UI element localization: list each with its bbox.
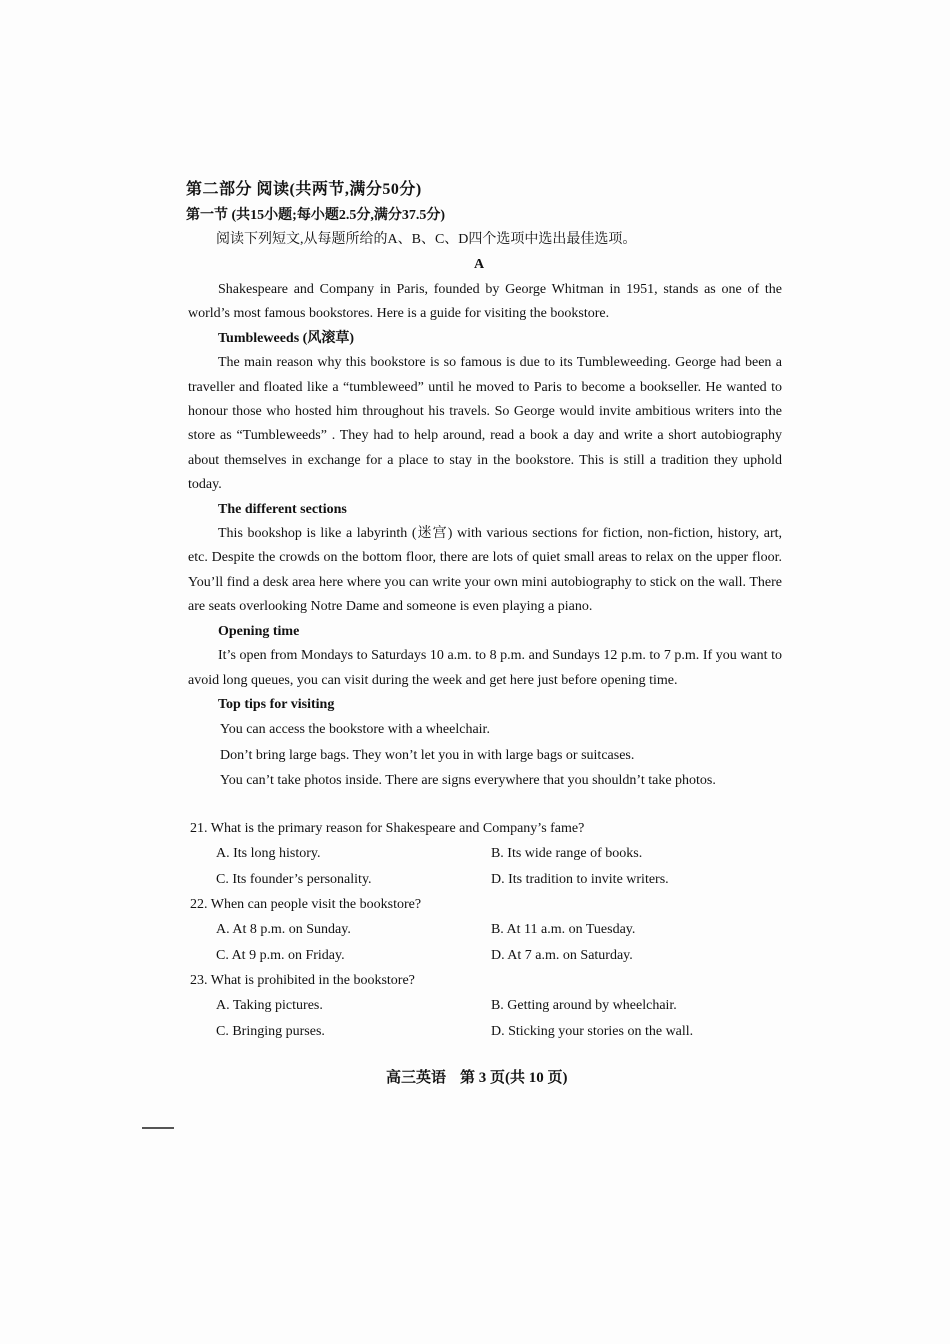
option-d: D. Sticking your stories on the wall. [490, 1023, 694, 1039]
option-d: D. Its tradition to invite writers. [490, 871, 669, 887]
tip-item: You can’t take photos inside. There are signs everywhere that you shouldn’t take photos. [220, 773, 716, 789]
option-b: B. Getting around by wheelchair. [490, 998, 677, 1013]
option-row [190, 867, 750, 893]
passage-intro: Shakespeare and Company in Paris, founded by George Whitman in 1951, stands as one of the world’s most famous bookstores. Here is a guide for visiting the bookstore. [188, 282, 782, 322]
option-b: B. At 11 a.m. on Tuesday. [490, 922, 636, 937]
heading-top-tips: Top tips for visiting [218, 696, 335, 712]
option-row [190, 841, 750, 867]
paragraph-sections: This bookshop is like a labyrinth (迷宫) with various sections for fiction, non-fiction, history, art, etc. Despite the crowds on the bottom floor, there are lots of quiet small areas to relax on the upper floor. You’ll find a desk area here where you can write your own mini autobiography to stick on the wall. There are seats overlooking Notre Dame and someone is even playing a piano. [188, 526, 782, 615]
option-c: C. Its founder’s personality. [216, 871, 372, 887]
option-a: A. At 8 p.m. on Sunday. [216, 922, 351, 937]
question-stem: 21. What is the primary reason for Shakespeare and Company’s fame? [190, 821, 585, 836]
question-23 [190, 968, 750, 1044]
footer-subject: 高三英语 [386, 1070, 447, 1086]
page-footer [386, 1066, 582, 1087]
option-row [190, 993, 750, 1019]
subsection-title: 第一节 (共15小题;每小题2.5分,满分37.5分) [186, 208, 445, 223]
question-21 [190, 816, 750, 892]
option-row [190, 943, 750, 969]
passage-label: A [474, 257, 485, 272]
question-22 [190, 892, 750, 968]
instruction-text: 阅读下列短文,从每题所给的A、B、C、D四个选项中选出最佳选项。 [216, 232, 637, 247]
option-b: B. Its wide range of books. [490, 846, 643, 861]
paragraph-opening-time: It’s open from Mondays to Saturdays 10 a.m. to 8 p.m. and Sundays 12 p.m. to 7 p.m. If you want to avoid long queues, you can visit during the week and get here just before opening time. [188, 648, 782, 688]
heading-sections: The different sections [218, 501, 347, 517]
option-d: D. At 7 a.m. on Saturday. [490, 947, 633, 963]
question-stem: 22. When can people visit the bookstore? [190, 897, 422, 912]
paragraph-tumbleweeds: The main reason why this bookstore is so famous is due to its Tumbleweeding. George had been a traveller and floated like a “tumbleweed” until he moved to Paris to become a bookseller. He wanted to honour those who hosted him throughout his travels. So George would invite ambitious writers into the store as “Tumbleweeds” . They had to help around, read a book a day and write a short autobiography about themselves in exchange for a place to stay in the bookstore. This is still a tradition they uphold today. [188, 355, 782, 493]
question-list [190, 816, 750, 1044]
footer-page-number: 第 3 页(共 10 页) [460, 1070, 568, 1086]
option-row [190, 1019, 750, 1045]
option-a: A. Its long history. [216, 846, 321, 861]
tip-item: Don’t bring large bags. They won’t let you in with large bags or suitcases. [220, 747, 635, 763]
option-c: C. Bringing purses. [216, 1023, 325, 1039]
heading-opening-time: Opening time [218, 623, 300, 639]
reading-passage [188, 278, 782, 794]
scan-mark [142, 1127, 174, 1129]
question-stem: 23. What is prohibited in the bookstore? [190, 973, 415, 988]
option-row [190, 917, 750, 943]
tip-item: You can access the bookstore with a wheelchair. [220, 722, 490, 738]
option-a: A. Taking pictures. [216, 998, 323, 1013]
section-title: 第二部分 阅读(共两节,满分50分) [186, 181, 422, 198]
option-c: C. At 9 p.m. on Friday. [216, 947, 345, 963]
heading-tumbleweeds: Tumbleweeds (风滚草) [218, 330, 354, 346]
